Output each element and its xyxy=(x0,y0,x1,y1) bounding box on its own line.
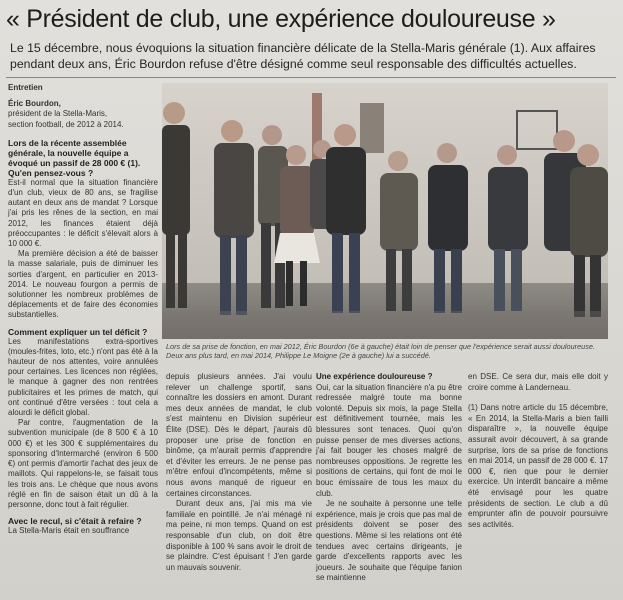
lead-paragraph: Le 15 décembre, nous évoquions la situation financière délicate de la Stella-Maris générale (1). Aux affaires pendant deux ans, Éric Bourdon refuse d'être désigné comme seul responsable des difficultés actuelles. xyxy=(10,41,596,71)
answer-1: Est-il normal que la situation financière d'un club, vieux de 80 ans, se fragilise autant en deux ans de mandat ? Lorsque j'ai pris les rênes de la section, en mai 2012, les finances étaient déjà préoccupantes : le déficit s'élevait alors à 10 000 €. xyxy=(8,177,158,249)
col4-footnote: (1) Dans notre article du 15 décembre, « En 2014, la Stella-Maris a bien failli disparaître », la nouvelle équipe assurait avoir découvert, à sa grande surprise, lors de sa prise de fonctions en mai 2014, un passif de 28 000 €. 17 000 €, rien que pour le dernier exercice. Un interdit bancaire a même été envisagé pour les quatre présidents de section. Le club a dû emprunter afin de pouvoir poursuivre ses activités. xyxy=(468,403,608,529)
divider xyxy=(6,77,616,78)
team-photo-illustration xyxy=(162,83,608,339)
byline-name: Éric Bourdon, xyxy=(8,99,61,109)
headline: « Président de club, une expérience douloureuse » xyxy=(6,5,556,33)
article-column-2 xyxy=(166,372,312,573)
section-kicker: Entretien xyxy=(8,83,43,92)
question-1: Lors de la récente assemblée générale, la nouvelle équipe a évoqué un passif de 28 000 € (1). Qu'en pensez-vous ? xyxy=(8,137,141,178)
question-2: Comment expliquer un tel déficit ? xyxy=(8,326,148,337)
photo-caption: Lors de sa prise de fonction, en mai 2012, Éric Bourdon (6e à gauche) était loin de penser que l'expérience serait aussi douloureuse. Deux ans plus tard, en mai 2014, Philippe Le Moigne (2e à gauche) lui a succédé. xyxy=(166,342,595,360)
question-3: Avec le recul, si c'était à refaire ? xyxy=(8,516,142,527)
col3-paragraph-2: Je ne souhaite à personne une telle expérience, mais je crois que pas mal de présidents doivent se poser des questions. Même si les relations ont été tendues avec certains dirigeants, je garde d'excellents rapports avec les joueurs. Je souhaite que l'équipe fanion se maintienne xyxy=(316,499,462,583)
col2-paragraph-1: depuis plusieurs années. J'ai voulu relever un challenge sportif, sans connaître les dossiers en amont. Durant mes deux années de mandat, le club s'est maintenu en Division supérieur Élite (DSE). Dès le départ, j'aurais dû proposer une prise de fonction en binôme, ça m'aurait permis d'apprendre et d'éviter les erreurs. Je ne pense pas m'être enfoui d'incompétents, même si nous avons manqué de rigueur en certaines circonstances. xyxy=(166,372,312,498)
answer-3: La Stella-Maris était en souffrance xyxy=(8,526,130,536)
team-photo xyxy=(162,83,608,339)
answer-1b: Ma première décision a été de baisser la masse salariale, puis de diminuer les sorties d'argent, en particulier en 2013-2014. Le nouveau fourgon a permis de solutionner les nombreux problèmes de déplacements et de faire des économies substantielles. xyxy=(8,249,158,320)
col3-question: Une expérience douloureuse ? xyxy=(316,372,433,381)
col2-paragraph-2: Durant deux ans, j'ai mis ma vie familiale en pointillé. Je n'ai ménagé ni ma peine, ni mon temps. Quand on est responsable d'un club, on doit être disponible à 100 % sans avoir le droit de se plaindre. C'est épuisant ! J'en garde un mauvais souvenir. xyxy=(166,499,312,572)
article-column-4 xyxy=(468,372,608,530)
answer-2b: Par contre, l'augmentation de la subvention municipale (de 8 500 € à 10 000 €) et les 300 € supplémentaires du sponsoring d'Intermarché (environ 6 500 €) ont permis d'amortir l'achat des jeux de maillots. Qui rappelons-le, se faisait tous les trois ans. Le chèque que nous avons réglé en fin de saison était un dû à la personne, donc tout à fait régulier. xyxy=(8,418,158,509)
answer-2: Les manifestations extra-sportives (moules-frites, loto, etc.) n'ont pas été à la hauteur de nos attentes, voire annulées pour certaines. Les licences non réglées, le manque à gagner des non rentrées publicitaires et les primes de match, qui ont continué d'être versées : tout cela a alourdi le déficit global. xyxy=(8,336,158,418)
byline-role: président de la Stella-Maris, xyxy=(8,109,108,119)
article-column-3 xyxy=(316,372,462,584)
col3-paragraph-1: Oui, car la situation financière n'a pu être redressée malgré toute ma bonne volonté. Depuis six mois, la page Stella est définitivement tournée, mais les blessures sont tenaces. Quoi qu'on puisse penser de mes diverses actions, j'ai fait bouger les choses malgré de nombreuses oppositions. Je regrette les positions de certains, qui font de moi le bouc émissaire de tous les maux du club. xyxy=(316,382,462,498)
interview-column xyxy=(8,83,158,536)
byline-term: section football, de 2012 à 2014. xyxy=(8,119,124,129)
col4-paragraph-1: en DSE. Ce sera dur, mais elle doit y croire comme à Landerneau. xyxy=(468,372,608,392)
